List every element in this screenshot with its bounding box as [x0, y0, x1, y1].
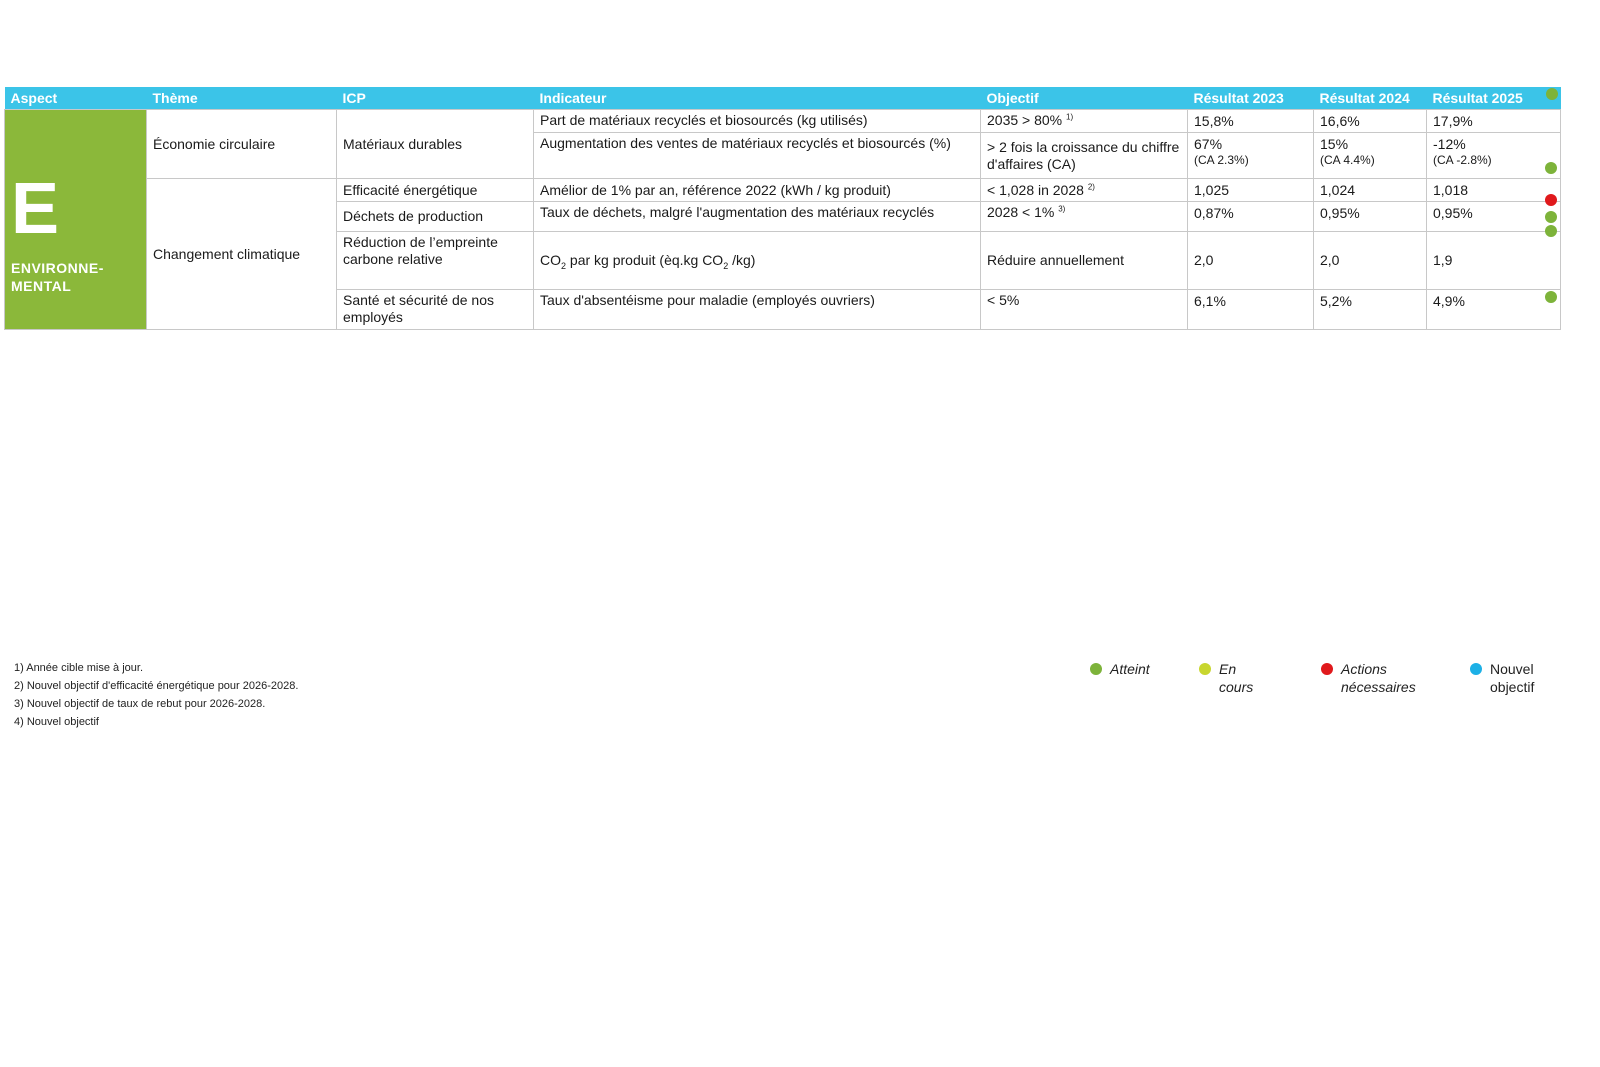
footnote-ref: 3) — [1058, 204, 1066, 214]
footnote: 4) Nouvel objectif — [14, 716, 99, 728]
result-2025-value: 0,95% — [1433, 205, 1473, 221]
footnotes — [14, 659, 298, 731]
objectif-cell — [981, 179, 1188, 202]
status-dot-icon — [1546, 88, 1558, 100]
header-icp: ICP — [337, 87, 534, 110]
result-2024-cell: 1,024 — [1314, 179, 1427, 202]
theme-cell: Économie circulaire — [147, 110, 337, 179]
esg-kpi-table — [4, 87, 1561, 330]
objectif-cell: Réduire annuellement — [981, 232, 1188, 290]
objectif-cell: < 5% — [981, 290, 1188, 330]
table-row — [5, 110, 1561, 133]
objectif-text: < 1,028 in 2028 — [987, 181, 1084, 198]
legend-label: En cours — [1219, 661, 1254, 695]
legend-nouvel — [1470, 660, 1534, 696]
result-2025-cell — [1427, 133, 1561, 179]
result-2024-cell: 16,6% — [1314, 110, 1427, 133]
legend-label: Actions nécessaires — [1341, 661, 1416, 695]
result-2025-cell — [1427, 232, 1561, 290]
objectif-cell — [981, 110, 1188, 133]
status-dot-icon — [1545, 225, 1557, 237]
result-value: 15% — [1320, 136, 1349, 152]
result-2025-cell — [1427, 290, 1561, 330]
result-2025-cell — [1427, 202, 1561, 232]
yellow-dot-icon — [1199, 663, 1211, 675]
objectif-cell — [981, 202, 1188, 232]
result-sub: (CA -2.8%) — [1433, 153, 1492, 167]
objectif-text: 2035 > 80% — [987, 112, 1063, 128]
result-2023-cell: 15,8% — [1188, 110, 1314, 133]
aspect-label-e: ENVIRONNE- MENTAL — [11, 259, 104, 294]
footnote: 3) Nouvel objectif de taux de rebut pour 2026-2028. — [14, 698, 266, 710]
theme-cell: Changement climatique — [147, 179, 337, 330]
result-sub: (CA 4.4%) — [1320, 153, 1375, 167]
table-row — [5, 179, 1561, 202]
header-aspect: Aspect — [5, 87, 147, 110]
objectif-text: 2028 < 1% — [987, 204, 1055, 220]
footnote: 1) Année cible mise à jour. — [14, 662, 144, 674]
indicateur-cell: Augmentation des ventes de matériaux recyclés et biosourcés (%) — [534, 133, 981, 179]
legend-en-cours — [1199, 660, 1253, 696]
indicateur-cell: Part de matériaux recyclés et biosourcés (kg utilisés) — [534, 110, 981, 133]
result-2025-cell — [1427, 179, 1561, 202]
icp-cell: Réduction de l’empreinte carbone relative — [337, 232, 534, 290]
result-2024-cell — [1314, 133, 1427, 179]
result-2023-cell: 1,025 — [1188, 179, 1314, 202]
result-2025-cell — [1427, 110, 1561, 133]
header-indicateur: Indicateur — [534, 87, 981, 110]
icp-cell: Santé et sécurité de nos employés — [337, 290, 534, 330]
legend-atteint — [1090, 660, 1150, 678]
legend-label: Atteint — [1110, 661, 1150, 677]
green-dot-icon — [1090, 663, 1102, 675]
result-sub: (CA 2.3%) — [1194, 153, 1249, 167]
footnote: 2) Nouvel objectif d'efficacité énergétique pour 2026-2028. — [14, 680, 299, 692]
indicateur-cell: Taux d'absentéisme pour maladie (employés ouvriers) — [534, 290, 981, 330]
result-2025-value: 1,9 — [1433, 252, 1453, 268]
table-header-row — [5, 87, 1561, 110]
indicateur-cell: Taux de déchets, malgré l'augmentation des matériaux recyclés — [534, 202, 981, 232]
indicateur-cell — [534, 232, 981, 290]
header-theme: Thème — [147, 87, 337, 110]
header-result-2024: Résultat 2024 — [1314, 87, 1427, 110]
aspect-letter-e: E — [11, 168, 60, 249]
footnote-ref: 1) — [1066, 112, 1074, 122]
co2-subscript: 2 — [723, 260, 729, 271]
result-2023-cell: 0,87% — [1188, 202, 1314, 232]
icp-cell: Matériaux durables — [337, 110, 534, 179]
result-2024-cell: 5,2% — [1314, 290, 1427, 330]
result-value: -12% — [1433, 136, 1466, 152]
result-2025-value: 17,9% — [1433, 113, 1473, 129]
result-2024-cell: 2,0 — [1314, 232, 1427, 290]
co2-text: /kg) — [728, 252, 756, 268]
co2-text: par kg produit (èq.kg CO — [566, 252, 724, 268]
icp-cell: Déchets de production — [337, 202, 534, 232]
icp-cell: Efficacité énergétique — [337, 179, 534, 202]
result-2023-cell — [1188, 133, 1314, 179]
co2-subscript: 2 — [561, 260, 567, 271]
result-2023-cell: 6,1% — [1188, 290, 1314, 330]
result-2025-value: 1,018 — [1433, 182, 1469, 198]
objectif-cell: > 2 fois la croissance du chiffre d'affaires (CA) — [981, 133, 1188, 179]
footnote-ref: 2) — [1087, 181, 1095, 191]
header-result-2025: Résultat 2025 — [1427, 87, 1561, 110]
red-dot-icon — [1321, 663, 1333, 675]
co2-text: CO — [540, 252, 561, 268]
legend-label: Nouvel objectif — [1490, 661, 1535, 695]
header-objectif: Objectif — [981, 87, 1188, 110]
indicateur-cell: Amélior de 1% par an, référence 2022 (kWh / kg produit) — [534, 179, 981, 202]
legend-actions — [1321, 660, 1416, 696]
result-value: 67% — [1194, 136, 1223, 152]
result-2025-value: 4,9% — [1433, 293, 1465, 309]
result-2024-cell: 0,95% — [1314, 202, 1427, 232]
header-result-2023: Résultat 2023 — [1188, 87, 1314, 110]
result-2023-cell: 2,0 — [1188, 232, 1314, 290]
aspect-environnemental — [5, 110, 147, 330]
blue-dot-icon — [1470, 663, 1482, 675]
status-dot-icon — [1545, 291, 1557, 303]
